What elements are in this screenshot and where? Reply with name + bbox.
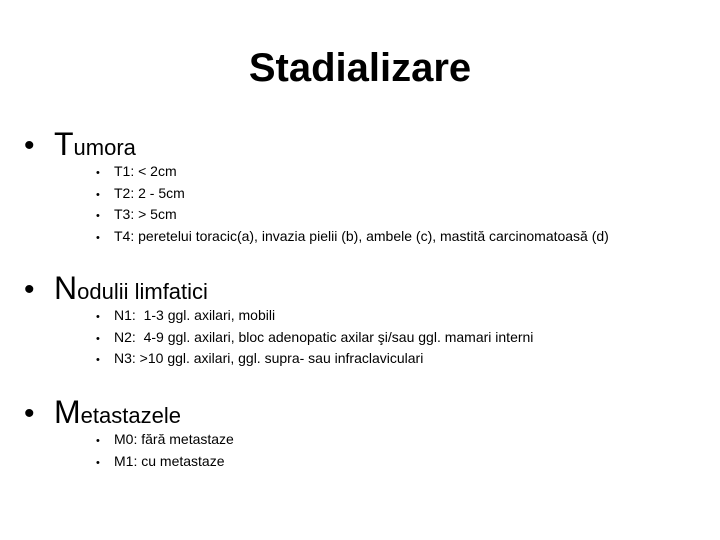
bullet-icon: •: [96, 311, 100, 323]
section-heading-metastazele: [24, 394, 181, 431]
list-item: [96, 430, 234, 452]
list-item: [96, 205, 609, 227]
bullet-icon: •: [96, 435, 100, 447]
section-heading-tumora: [24, 126, 136, 163]
list-item-text: T2: 2 - 5cm: [114, 184, 185, 201]
heading-text: etastazele: [80, 403, 181, 428]
bullet-icon: •: [96, 231, 100, 244]
section-heading-nodulii: [24, 270, 208, 307]
list-item-text: N2: 4-9 ggl. axilari, bloc adenopatic axilar şi/sau ggl. mamari interni: [114, 328, 534, 345]
heading-initial: T: [54, 126, 74, 162]
bullet-icon: •: [96, 332, 100, 345]
list-item: [96, 306, 533, 328]
bullet-icon: •: [96, 210, 100, 222]
bullet-icon: •: [96, 456, 100, 469]
list-item: [96, 184, 609, 206]
list-item: [96, 162, 609, 184]
bullet-icon: •: [24, 273, 35, 306]
bullet-icon: •: [24, 129, 35, 162]
nodulii-list: [96, 306, 533, 371]
list-item-text: N3: >10 ggl. axilari, ggl. supra- sau infraclaviculari: [114, 350, 424, 366]
bullet-icon: •: [96, 354, 100, 366]
slide-title: Stadializare: [248, 46, 472, 90]
list-item-text: N1: 1-3 ggl. axilari, mobili: [114, 307, 276, 323]
list-item-text: M1: cu metastaze: [114, 452, 225, 469]
list-item: [96, 328, 533, 350]
metastazele-list: [96, 430, 234, 473]
bullet-icon: •: [96, 167, 100, 179]
list-item: [96, 227, 609, 249]
heading-text: umora: [73, 135, 136, 160]
heading-text: odulii limfatici: [77, 279, 208, 304]
heading-initial: M: [54, 394, 81, 430]
list-item-text: M0: fără metastaze: [114, 431, 234, 447]
list-item-text: T4: peretelui toracic(a), invazia pielii (b), ambele (c), mastită carcinomatoasă (d): [114, 227, 609, 244]
list-item-text: T3: > 5cm: [114, 206, 177, 222]
heading-initial: N: [54, 270, 78, 306]
list-item: [96, 349, 533, 371]
bullet-icon: •: [24, 397, 35, 430]
bullet-icon: •: [96, 188, 100, 201]
tumora-list: [96, 162, 609, 248]
list-item-text: T1: < 2cm: [114, 163, 177, 179]
list-item: [96, 452, 234, 474]
